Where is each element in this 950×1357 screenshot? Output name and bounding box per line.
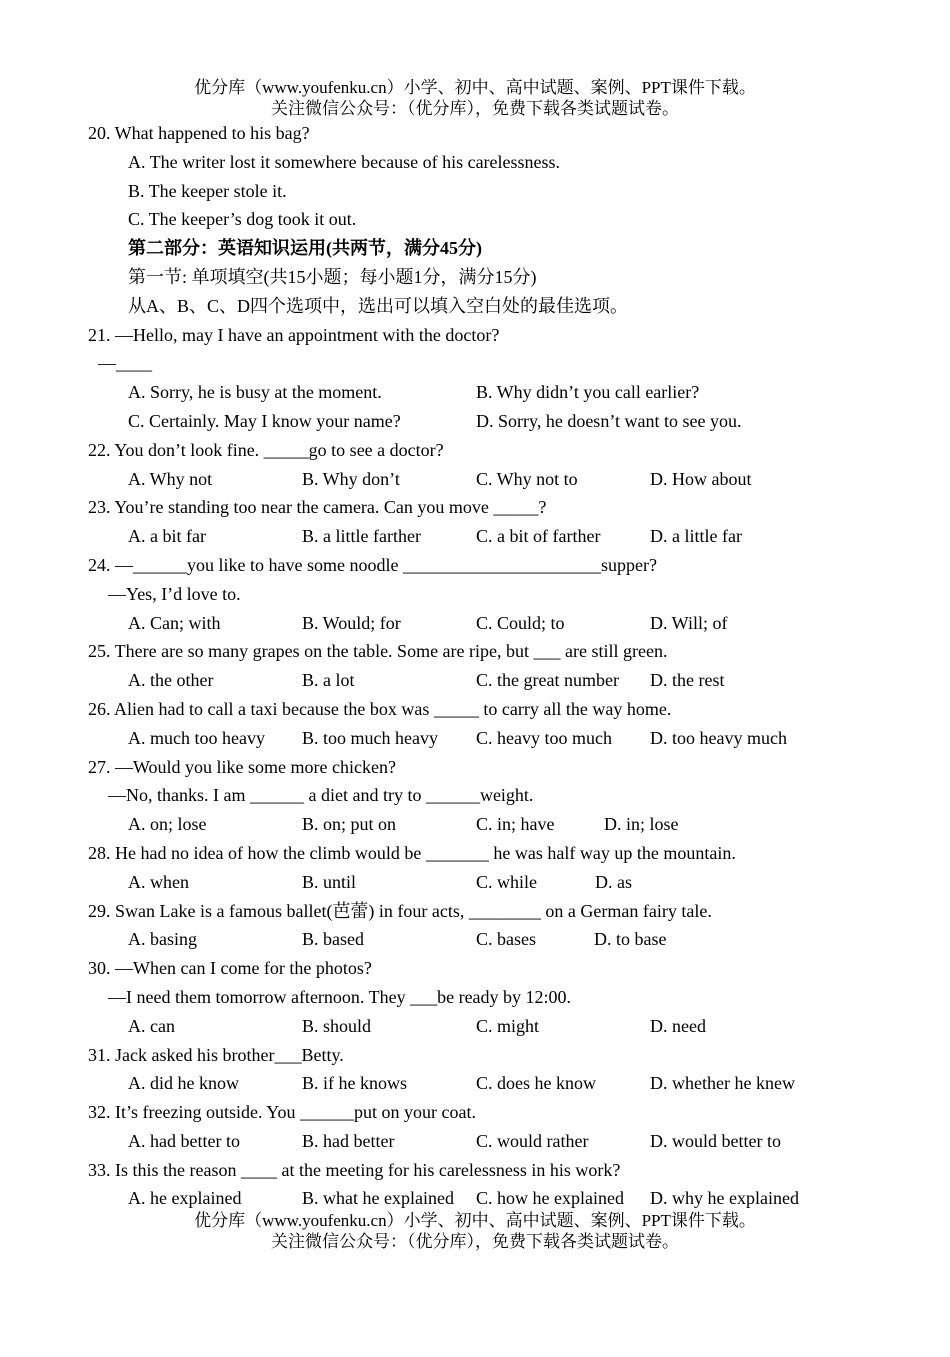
option-b: B. on; put on xyxy=(302,814,397,835)
option-d: D. why he explained xyxy=(650,1188,799,1209)
question-33-options xyxy=(88,1184,888,1213)
question-32-stem: 32. It’s freezing outside. You ______put on your coat. xyxy=(88,1102,476,1123)
question-28-stem: 28. He had no idea of how the climb would be _______ he was half way up the mountain. xyxy=(88,842,736,863)
question-33-stem: 33. Is this the reason ____ at the meeting for his carelessness in his work? xyxy=(88,1159,621,1180)
option-a: A. basing xyxy=(128,929,197,950)
option-a: A. when xyxy=(128,871,189,892)
option-b: B. a lot xyxy=(302,670,355,691)
option-b: B. had better xyxy=(302,1130,395,1151)
option-a: A. he explained xyxy=(128,1188,242,1209)
option-a: A. on; lose xyxy=(128,814,207,835)
part2-title: 第二部分：英语知识运用(共两节，满分45分) xyxy=(128,238,482,259)
question-27-stem: 27. —Would you like some more chicken? xyxy=(88,756,396,777)
option-d: D. Sorry, he doesn’t want to see you. xyxy=(476,410,742,431)
option-d: D. in; lose xyxy=(604,814,679,835)
question-21-stem: 21. —Hello, may I have an appointment with the doctor? xyxy=(88,324,500,345)
option-d: D. Will; of xyxy=(650,612,728,633)
option-b: B. what he explained xyxy=(302,1188,454,1209)
question-21-options-row-2 xyxy=(88,407,888,436)
option-b: B. Would; for xyxy=(302,612,401,633)
header-line-1: 优分库（www.youfenku.cn）小学、初中、高中试题、案例、PPT课件下载。 xyxy=(194,78,756,97)
question-28-options xyxy=(88,868,888,897)
question-22-stem: 22. You don’t look fine. _____go to see a doctor? xyxy=(88,439,444,460)
option-b: B. based xyxy=(302,929,364,950)
question-20-stem: 20. What happened to his bag? xyxy=(88,123,310,143)
option-a: A. did he know xyxy=(128,1073,239,1094)
option-c: C. does he know xyxy=(476,1073,596,1094)
question-25-stem: 25. There are so many grapes on the table. Some are ripe, but ___ are still green. xyxy=(88,641,668,662)
question-25-options xyxy=(88,666,888,695)
option-a: A. Sorry, he is busy at the moment. xyxy=(128,382,382,403)
option-a: A. can xyxy=(128,1015,175,1036)
option-d: D. a little far xyxy=(650,526,742,547)
option-c: C. Why not to xyxy=(476,468,578,489)
section1-instruction: 从A、B、C、D四个选项中，选出可以填入空白处的最佳选项。 xyxy=(128,295,629,316)
option-d: D. How about xyxy=(650,468,752,489)
footer-line-2: 关注微信公众号：（优分库），免费下载各类试题试卷。 xyxy=(271,1232,679,1251)
question-24-options xyxy=(88,609,888,638)
page-header xyxy=(0,77,950,119)
question-21-options-row-1 xyxy=(88,378,888,407)
option-c: C. heavy too much xyxy=(476,727,612,748)
option-b: B. Why didn’t you call earlier? xyxy=(476,382,700,403)
option-c: C. in; have xyxy=(476,814,555,835)
option-b: B. too much heavy xyxy=(302,727,438,748)
question-29-stem: 29. Swan Lake is a famous ballet(芭蕾) in four acts, ________ on a German fairy tale. xyxy=(88,900,712,921)
q20-option-b: B. The keeper stole it. xyxy=(128,180,287,201)
question-27-reply: —No, thanks. I am ______ a diet and try to ______weight. xyxy=(108,785,534,806)
question-29-options xyxy=(88,925,888,954)
question-27-options xyxy=(88,810,888,839)
option-c: C. Certainly. May I know your name? xyxy=(128,410,401,431)
header-line-2: 关注微信公众号：（优分库），免费下载各类试题试卷。 xyxy=(271,99,679,118)
option-a: A. Why not xyxy=(128,468,213,489)
option-c: C. would rather xyxy=(476,1130,589,1151)
option-a: A. a bit far xyxy=(128,526,206,547)
option-c: C. Could; to xyxy=(476,612,565,633)
option-d: D. to base xyxy=(594,929,667,950)
option-d: D. need xyxy=(650,1015,706,1036)
section1-title: 第一节: 单项填空(共15小题；每小题1分，满分15分) xyxy=(128,266,537,287)
question-22-options xyxy=(88,465,888,494)
option-c: C. might xyxy=(476,1015,540,1036)
option-a: A. much too heavy xyxy=(128,727,265,748)
option-a: A. had better to xyxy=(128,1130,240,1151)
footer-line-1: 优分库（www.youfenku.cn）小学、初中、高中试题、案例、PPT课件下载。 xyxy=(194,1211,756,1230)
option-a: A. Can; with xyxy=(128,612,221,633)
question-23-options xyxy=(88,522,888,551)
option-d: D. as xyxy=(595,871,632,892)
question-26-options xyxy=(88,724,888,753)
option-c: C. how he explained xyxy=(476,1188,624,1209)
option-b: B. a little farther xyxy=(302,526,421,547)
question-24-stem: 24. —______you like to have some noodle ______________________supper? xyxy=(88,554,657,575)
question-30-stem: 30. —When can I come for the photos? xyxy=(88,958,372,979)
option-c: C. a bit of farther xyxy=(476,526,601,547)
exam-content xyxy=(88,119,888,1213)
question-31-stem: 31. Jack asked his brother___Betty. xyxy=(88,1044,344,1065)
page-footer xyxy=(0,1210,950,1252)
question-26-stem: 26. Alien had to call a taxi because the box was _____ to carry all the way home. xyxy=(88,698,672,719)
option-b: B. until xyxy=(302,871,357,892)
option-c: C. bases xyxy=(476,929,536,950)
option-c: C. the great number xyxy=(476,670,619,691)
option-d: D. too heavy much xyxy=(650,727,787,748)
q20-option-c: C. The keeper’s dog took it out. xyxy=(128,209,357,230)
q20-option-a: A. The writer lost it somewhere because of his carelessness. xyxy=(128,151,561,172)
question-32-options xyxy=(88,1127,888,1156)
option-d: D. whether he knew xyxy=(650,1073,795,1094)
question-21-reply: —____ xyxy=(98,353,152,374)
option-b: B. Why don’t xyxy=(302,468,400,489)
option-b: B. should xyxy=(302,1015,372,1036)
question-23-stem: 23. You’re standing too near the camera. Can you move _____? xyxy=(88,497,547,518)
option-c: C. while xyxy=(476,871,537,892)
option-d: D. the rest xyxy=(650,670,725,691)
question-30-options xyxy=(88,1012,888,1041)
question-24-reply: —Yes, I’d love to. xyxy=(108,583,241,604)
option-b: B. if he knows xyxy=(302,1073,407,1094)
question-30-reply: —I need them tomorrow afternoon. They ___be ready by 12:00. xyxy=(108,986,572,1007)
option-a: A. the other xyxy=(128,670,214,691)
question-31-options xyxy=(88,1069,888,1098)
option-d: D. would better to xyxy=(650,1130,781,1151)
